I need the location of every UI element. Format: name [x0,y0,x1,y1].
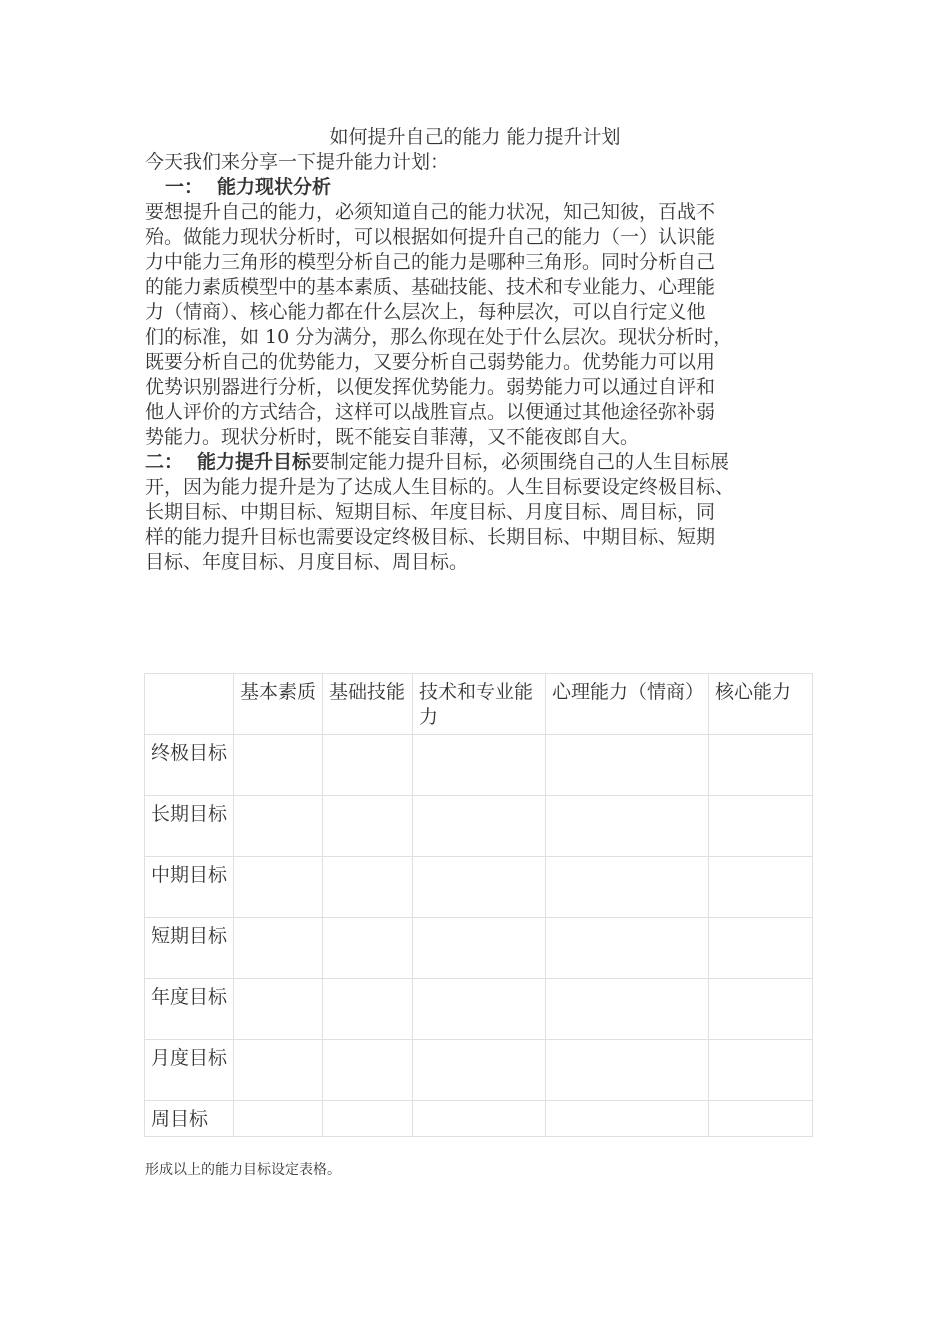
table-cell [323,1040,413,1101]
table-cell [546,857,709,918]
table-cell [413,857,546,918]
table-cell [323,735,413,796]
goal-table [144,673,813,1137]
table-header-row [145,674,813,735]
paragraph-line: 他人评价的方式结合，这样可以战胜盲点。以便通过其他途径弥补弱 [145,401,716,423]
table-cell [323,857,413,918]
table-cell [709,1101,813,1137]
table-cell [546,796,709,857]
table-cell [546,1101,709,1137]
section1-number: 一： [165,176,204,198]
row-label: 年度目标 [145,979,234,1040]
table-header-cell: 基础技能 [323,674,413,735]
row-label: 中期目标 [145,857,234,918]
paragraph-line: 力中能力三角形的模型分析自己的能力是哪种三角形。同时分析自己 [145,251,716,273]
paragraph-line: 殆。做能力现状分析时，可以根据如何提升自己的能力（一）认识能 [145,226,716,248]
row-label: 长期目标 [145,796,234,857]
table-cell [234,857,323,918]
paragraph-line: 开，因为能力提升是为了达成人生目标的。人生目标要设定终极目标、 [145,476,735,498]
paragraph-line: 的能力素质模型中的基本素质、基础技能、技术和专业能力、心理能 [145,276,716,298]
table-cell [709,857,813,918]
paragraph-line: 优势识别器进行分析，以便发挥优势能力。弱势能力可以通过自评和 [145,376,716,398]
table-cell [546,918,709,979]
row-label: 终极目标 [145,735,234,796]
table-cell [234,735,323,796]
row-label: 月度目标 [145,1040,234,1101]
table-cell [234,1101,323,1137]
table-cell [323,1101,413,1137]
table-cell [546,735,709,796]
paragraph-line: 目标、年度目标、月度目标、周目标。 [145,551,469,573]
intro-paragraph: 今天我们来分享一下提升能力计划： [145,151,450,173]
paragraph-line [145,450,810,475]
paragraph-line: 要想提升自己的能力，必须知道自己的能力状况，知己知彼，百战不 [145,201,716,223]
table-cell [234,918,323,979]
paragraph-line: 长期目标、中期目标、短期目标、年度目标、月度目标、周目标，同 [145,501,716,523]
table-cell [413,796,546,857]
table-header-cell: 技术和专业能力 [413,674,546,735]
table-row [145,1101,813,1137]
table-cell [234,796,323,857]
paragraph-line: 势能力。现状分析时，既不能妄自菲薄，又不能夜郎自大。 [145,426,640,448]
section1-heading [165,175,331,200]
table-row [145,735,813,796]
paragraph-line: 既要分析自己的优势能力，又要分析自己弱势能力。优势能力可以用 [145,351,716,373]
table-cell [234,1040,323,1101]
table-cell [413,979,546,1040]
table-cell [413,1040,546,1101]
paragraph-line: 样的能力提升目标也需要设定终极目标、长期目标、中期目标、短期 [145,526,716,548]
table-header-cell: 核心能力 [709,674,813,735]
section2-paragraph [145,450,810,575]
section2-title: 能力提升目标 [197,451,312,473]
table-cell [546,979,709,1040]
table-cell [413,1101,546,1137]
table-header-cell [145,674,234,735]
table-cell [709,735,813,796]
footer-note: 形成以上的能力目标设定表格。 [145,1162,341,1178]
table-cell [413,735,546,796]
row-label: 短期目标 [145,918,234,979]
table-cell [323,796,413,857]
table-cell [709,979,813,1040]
table-row [145,918,813,979]
section2-first-line: 要制定能力提升目标，必须围绕自己的人生目标展 [311,451,730,473]
table-cell [323,979,413,1040]
table-cell [323,918,413,979]
table-cell [234,979,323,1040]
section1-paragraph [145,200,810,450]
table-row [145,796,813,857]
table-header-cell: 心理能力（情商） [546,674,709,735]
paragraph-line: 们的标准，如 10 分为满分，那么你现在处于什么层次。现状分析时， [145,326,733,348]
table-cell [709,1040,813,1101]
table-cell [709,918,813,979]
table-row [145,857,813,918]
section2-number: 二： [145,451,184,473]
table-cell [709,796,813,857]
document-title: 如何提升自己的能力 能力提升计划 [329,126,621,148]
section1-title: 能力现状分析 [217,176,332,198]
table-cell [413,918,546,979]
table-header-cell: 基本素质 [234,674,323,735]
table-cell [546,1040,709,1101]
paragraph-line: 力（情商）、核心能力都在什么层次上，每种层次，可以自行定义他 [145,301,706,323]
table-row [145,1040,813,1101]
table-row [145,979,813,1040]
row-label: 周目标 [145,1101,234,1137]
